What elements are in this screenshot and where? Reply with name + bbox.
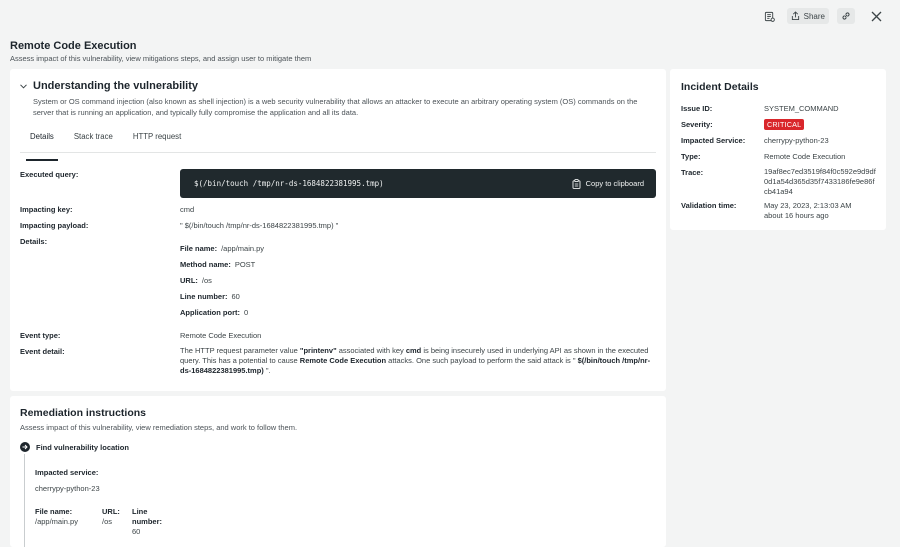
copy-label: Copy to clipboard [585, 179, 644, 188]
impacting-key-value: cmd [180, 205, 195, 214]
rem-url-label: URL: [102, 507, 120, 516]
share-label: Share [803, 11, 825, 21]
issue-id-label: Issue ID: [681, 104, 713, 113]
impacting-key-label: Impacting key: [20, 205, 73, 214]
type-label: Type: [681, 152, 701, 161]
event-detail-label: Event detail: [20, 347, 65, 356]
close-button[interactable] [867, 8, 886, 24]
detail-line-number: Line number: 60 [180, 292, 240, 301]
trace-value: 19af8ec7ed3519f84f0c592e9d9df0d1a54d365d35f7433186fe9e86fcb41a94 [764, 167, 876, 196]
impacting-payload-label: Impacting payload: [20, 221, 89, 230]
detail-file-name: File name: /app/main.py [180, 244, 265, 253]
severity-label: Severity: [681, 120, 713, 129]
tab-stack-trace[interactable]: Stack trace [73, 132, 113, 141]
executed-query-label: Executed query: [20, 170, 79, 179]
top-toolbar [760, 8, 886, 24]
remediation-card [10, 396, 666, 547]
rem-line-number-value: 60 [132, 527, 141, 536]
type-value: Remote Code Execution [764, 152, 846, 161]
trace-label: Trace: [681, 168, 704, 177]
executed-query-box [180, 169, 656, 198]
tab-http-request[interactable]: HTTP request [132, 132, 182, 141]
issue-id-value: SYSTEM_COMMAND [764, 104, 839, 113]
remediation-subtitle: Assess impact of this vulnerability, view remediation steps, and work to follow them. [20, 423, 298, 432]
detail-url: URL: /os [180, 276, 212, 285]
vulnerability-heading: Understanding the vulnerability [33, 80, 199, 92]
vulnerability-header[interactable] [20, 80, 198, 92]
event-detail-value: The HTTP request parameter value "printenv" associated with key cmd is being insecurely used in underlying API as shown in the executed query. This has a potential to cause Remote Code Execution attacks. One such payload to perform the said attack is " $(/bin/touch /tmp/nr-ds-1684822381995.tmp) ". [180, 346, 651, 375]
rem-line-label-1: Line [132, 507, 148, 516]
notes-button[interactable] [760, 8, 779, 24]
event-type-label: Event type: [20, 331, 61, 340]
incident-details-card [670, 69, 886, 230]
share-button[interactable] [787, 8, 829, 24]
notes-icon [764, 11, 775, 22]
severity-badge: CRITICAL [764, 119, 804, 130]
vulnerability-card [10, 69, 666, 391]
detail-method-name: Method name: POST [180, 260, 256, 269]
step-title: Find vulnerability location [36, 442, 129, 452]
incident-details-title: Incident Details [681, 81, 759, 93]
vulnerability-description: System or OS command injection (also known as shell injection) is a web security vulnerability that allows an attacker to execute an arbitrary operating system (OS) commands on the server that is running an application, and typically fully compromise the application and all its data. [33, 97, 638, 117]
executed-query: $(/bin/touch /tmp/nr-ds-1684822381995.tmp) [194, 179, 384, 188]
details-label: Details: [20, 237, 48, 246]
tab-details[interactable]: Details [20, 131, 64, 152]
close-icon [871, 11, 882, 22]
step-connector-line [24, 454, 25, 547]
page-subtitle: Assess impact of this vulnerability, view mitigations steps, and assign user to mitigate them [10, 54, 312, 63]
validation-time-relative: about 16 hours ago [764, 211, 829, 220]
validation-time-value: May 23, 2023, 2:13:03 AM [764, 201, 852, 210]
detail-application-port: Application port: 0 [180, 308, 249, 317]
rem-impacted-service-label: Impacted service: [35, 468, 99, 477]
chevron-down-icon[interactable] [20, 82, 27, 91]
link-icon [841, 11, 851, 21]
impacted-service-value: cherrypy-python-23 [764, 136, 829, 145]
arrow-right-icon [20, 442, 30, 452]
impacted-service-label: Impacted Service: [681, 136, 746, 145]
rem-file-name-value: /app/main.py [35, 517, 78, 526]
copy-to-clipboard-button[interactable] [572, 179, 644, 189]
rem-url-value: /os [102, 517, 113, 526]
remediation-title: Remediation instructions [20, 407, 147, 419]
share-icon [791, 11, 800, 21]
page-title: Remote Code Execution [10, 40, 137, 52]
step-find-location[interactable] [20, 442, 129, 452]
event-type-value: Remote Code Execution [180, 331, 262, 340]
rem-file-name-label: File name: [35, 507, 73, 516]
validation-time-label: Validation time: [681, 201, 737, 210]
clipboard-icon [572, 179, 581, 189]
rem-line-label-2: number: [132, 517, 162, 526]
impacting-payload-value: " $(/bin/touch /tmp/nr-ds-1684822381995.tmp) " [180, 221, 339, 230]
rem-impacted-service-value: cherrypy-python-23 [35, 484, 100, 493]
detail-tabs [20, 131, 656, 153]
copy-link-button[interactable] [837, 8, 855, 24]
